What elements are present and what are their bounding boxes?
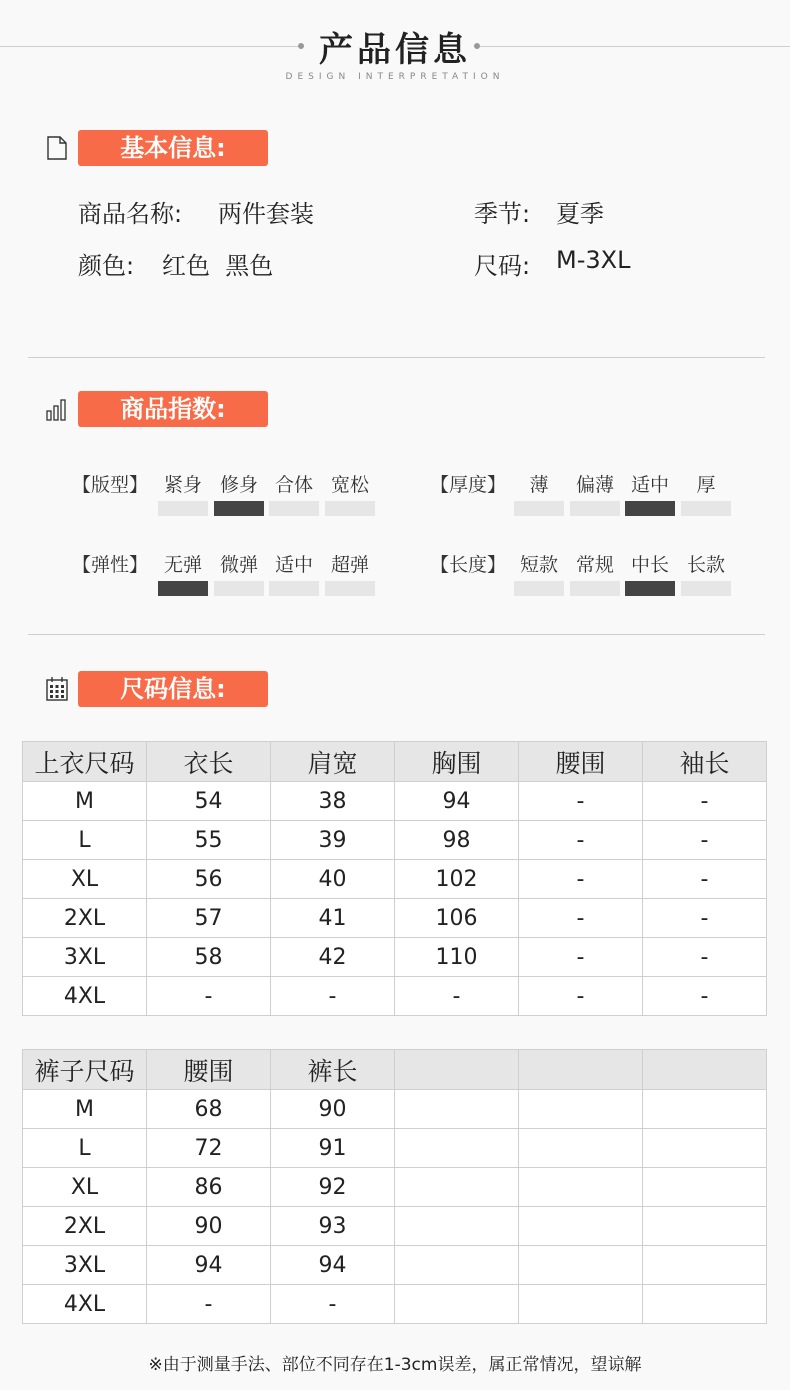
table-cell: 2XL <box>23 1207 147 1246</box>
table-header-cell: 裤长 <box>271 1050 395 1090</box>
size-value: M-3XL <box>556 246 631 274</box>
index-bar-selected <box>625 501 675 516</box>
table-header-cell: 裤子尺码 <box>23 1050 147 1090</box>
table-cell: - <box>643 977 767 1016</box>
index-option: 合体 <box>274 474 313 496</box>
table-cell <box>395 1129 519 1168</box>
index-option: 常规 <box>575 554 614 576</box>
index-bar-selected <box>158 581 208 596</box>
table-cell: M <box>23 782 147 821</box>
table-cell <box>643 1285 767 1324</box>
table-cell <box>519 1090 643 1129</box>
table-row <box>23 938 767 977</box>
table-cell: 3XL <box>23 938 147 977</box>
top-size-table <box>22 741 767 1016</box>
index-bar <box>214 581 264 596</box>
divider <box>28 634 765 635</box>
table-cell <box>395 1246 519 1285</box>
index-option: 宽松 <box>330 474 369 496</box>
measurement-note: ※由于测量手法、部位不同存在1-3cm误差，属正常情况，望谅解 <box>148 1355 642 1375</box>
table-cell: 4XL <box>23 977 147 1016</box>
index-bar <box>681 501 731 516</box>
bar-chart-icon <box>46 397 68 421</box>
table-header-cell: 上衣尺码 <box>23 742 147 782</box>
calendar-icon <box>46 677 68 701</box>
table-cell <box>643 1090 767 1129</box>
table-cell: 41 <box>271 899 395 938</box>
divider <box>28 357 765 358</box>
table-cell: 94 <box>271 1246 395 1285</box>
table-cell: - <box>519 938 643 977</box>
table-cell: L <box>23 1129 147 1168</box>
table-cell: - <box>147 1285 271 1324</box>
table-cell <box>643 1207 767 1246</box>
table-cell: - <box>395 977 519 1016</box>
table-cell: 55 <box>147 821 271 860</box>
season-value: 夏季 <box>556 200 604 228</box>
color-value: 红色 黑色 <box>162 252 274 280</box>
pants-size-table <box>22 1049 767 1324</box>
table-cell: 90 <box>271 1090 395 1129</box>
index-option: 偏薄 <box>575 474 614 496</box>
table-row <box>23 860 767 899</box>
table-header-cell: 腰围 <box>519 742 643 782</box>
table-header-cell: 袖长 <box>643 742 767 782</box>
product-name-label: 商品名称: <box>78 200 183 228</box>
table-cell <box>643 1168 767 1207</box>
color-label: 颜色: <box>78 252 135 280</box>
table-cell: 4XL <box>23 1285 147 1324</box>
table-row <box>23 977 767 1016</box>
index-bar <box>570 581 620 596</box>
table-cell: 94 <box>395 782 519 821</box>
table-cell: 54 <box>147 782 271 821</box>
table-cell: - <box>643 899 767 938</box>
table-cell <box>519 1207 643 1246</box>
table-header-cell: 腰围 <box>147 1050 271 1090</box>
table-cell: - <box>519 782 643 821</box>
table-cell: 2XL <box>23 899 147 938</box>
index-bar <box>269 581 319 596</box>
table-cell: - <box>643 938 767 977</box>
size-info-badge: 尺码信息: <box>78 671 268 707</box>
page-title: 产品信息 <box>319 30 471 70</box>
table-row <box>23 1168 767 1207</box>
table-cell <box>643 1129 767 1168</box>
index-option: 超弹 <box>330 554 369 576</box>
table-header-cell <box>643 1050 767 1090</box>
table-cell: 106 <box>395 899 519 938</box>
table-cell: 57 <box>147 899 271 938</box>
table-cell: 90 <box>147 1207 271 1246</box>
product-name-value: 两件套装 <box>218 200 314 228</box>
season-label: 季节: <box>474 200 531 228</box>
index-option: 无弹 <box>163 554 202 576</box>
index-bar <box>158 501 208 516</box>
table-header-cell <box>519 1050 643 1090</box>
table-header-cell: 肩宽 <box>271 742 395 782</box>
page-header <box>0 18 790 98</box>
index-label: 【版型】 <box>72 474 149 496</box>
table-cell <box>395 1168 519 1207</box>
table-cell <box>395 1207 519 1246</box>
table-cell <box>519 1129 643 1168</box>
table-cell: 68 <box>147 1090 271 1129</box>
table-cell: 110 <box>395 938 519 977</box>
size-label: 尺码: <box>474 252 531 280</box>
table-cell <box>395 1090 519 1129</box>
table-row <box>23 1090 767 1129</box>
index-bar <box>570 501 620 516</box>
table-cell: - <box>643 860 767 899</box>
table-cell: - <box>147 977 271 1016</box>
index-bar <box>325 501 375 516</box>
product-index-badge: 商品指数: <box>78 391 268 427</box>
index-option: 适中 <box>630 474 669 496</box>
index-bar <box>514 581 564 596</box>
basic-info-badge: 基本信息: <box>78 130 268 166</box>
table-cell <box>395 1285 519 1324</box>
table-header-row <box>23 742 767 782</box>
index-option: 微弹 <box>219 554 258 576</box>
index-label: 【长度】 <box>430 554 507 576</box>
table-cell: 58 <box>147 938 271 977</box>
table-cell: 94 <box>147 1246 271 1285</box>
index-option: 中长 <box>630 554 669 576</box>
table-cell: L <box>23 821 147 860</box>
index-label: 【厚度】 <box>430 474 507 496</box>
table-cell: 38 <box>271 782 395 821</box>
index-bar-selected <box>625 581 675 596</box>
index-bar-selected <box>214 501 264 516</box>
table-cell: 86 <box>147 1168 271 1207</box>
index-bar <box>514 501 564 516</box>
page-subtitle: DESIGN INTERPRETATION <box>285 72 505 82</box>
index-option: 厚 <box>696 474 716 496</box>
table-cell <box>519 1168 643 1207</box>
table-row <box>23 899 767 938</box>
index-option: 短款 <box>519 554 558 576</box>
index-bar <box>269 501 319 516</box>
table-row <box>23 782 767 821</box>
table-header-row <box>23 1050 767 1090</box>
table-cell <box>643 1246 767 1285</box>
table-row <box>23 1285 767 1324</box>
table-cell: 72 <box>147 1129 271 1168</box>
table-cell: 98 <box>395 821 519 860</box>
index-option: 薄 <box>529 474 549 496</box>
table-cell <box>519 1285 643 1324</box>
header-line-right <box>480 46 790 47</box>
table-cell: 93 <box>271 1207 395 1246</box>
document-icon <box>46 136 68 160</box>
table-cell <box>519 1246 643 1285</box>
table-cell: 56 <box>147 860 271 899</box>
table-header-cell: 胸围 <box>395 742 519 782</box>
index-bar <box>325 581 375 596</box>
table-cell: - <box>519 899 643 938</box>
table-row <box>23 1246 767 1285</box>
table-cell: XL <box>23 1168 147 1207</box>
table-cell: 40 <box>271 860 395 899</box>
table-cell: 39 <box>271 821 395 860</box>
table-cell: XL <box>23 860 147 899</box>
table-cell: 102 <box>395 860 519 899</box>
table-cell: - <box>271 977 395 1016</box>
table-cell: - <box>271 1285 395 1324</box>
table-cell: 92 <box>271 1168 395 1207</box>
table-header-cell: 衣长 <box>147 742 271 782</box>
table-row <box>23 821 767 860</box>
index-option: 修身 <box>219 474 258 496</box>
table-cell: - <box>643 821 767 860</box>
table-row <box>23 1207 767 1246</box>
table-cell: - <box>519 977 643 1016</box>
index-bar <box>681 581 731 596</box>
table-row <box>23 1129 767 1168</box>
index-option: 适中 <box>274 554 313 576</box>
table-cell: - <box>519 860 643 899</box>
index-option: 长款 <box>686 554 725 576</box>
index-option: 紧身 <box>163 474 202 496</box>
table-cell: - <box>643 782 767 821</box>
table-cell: 91 <box>271 1129 395 1168</box>
table-cell: M <box>23 1090 147 1129</box>
table-header-cell <box>395 1050 519 1090</box>
table-cell: - <box>519 821 643 860</box>
table-cell: 3XL <box>23 1246 147 1285</box>
index-label: 【弹性】 <box>72 554 149 576</box>
table-cell: 42 <box>271 938 395 977</box>
